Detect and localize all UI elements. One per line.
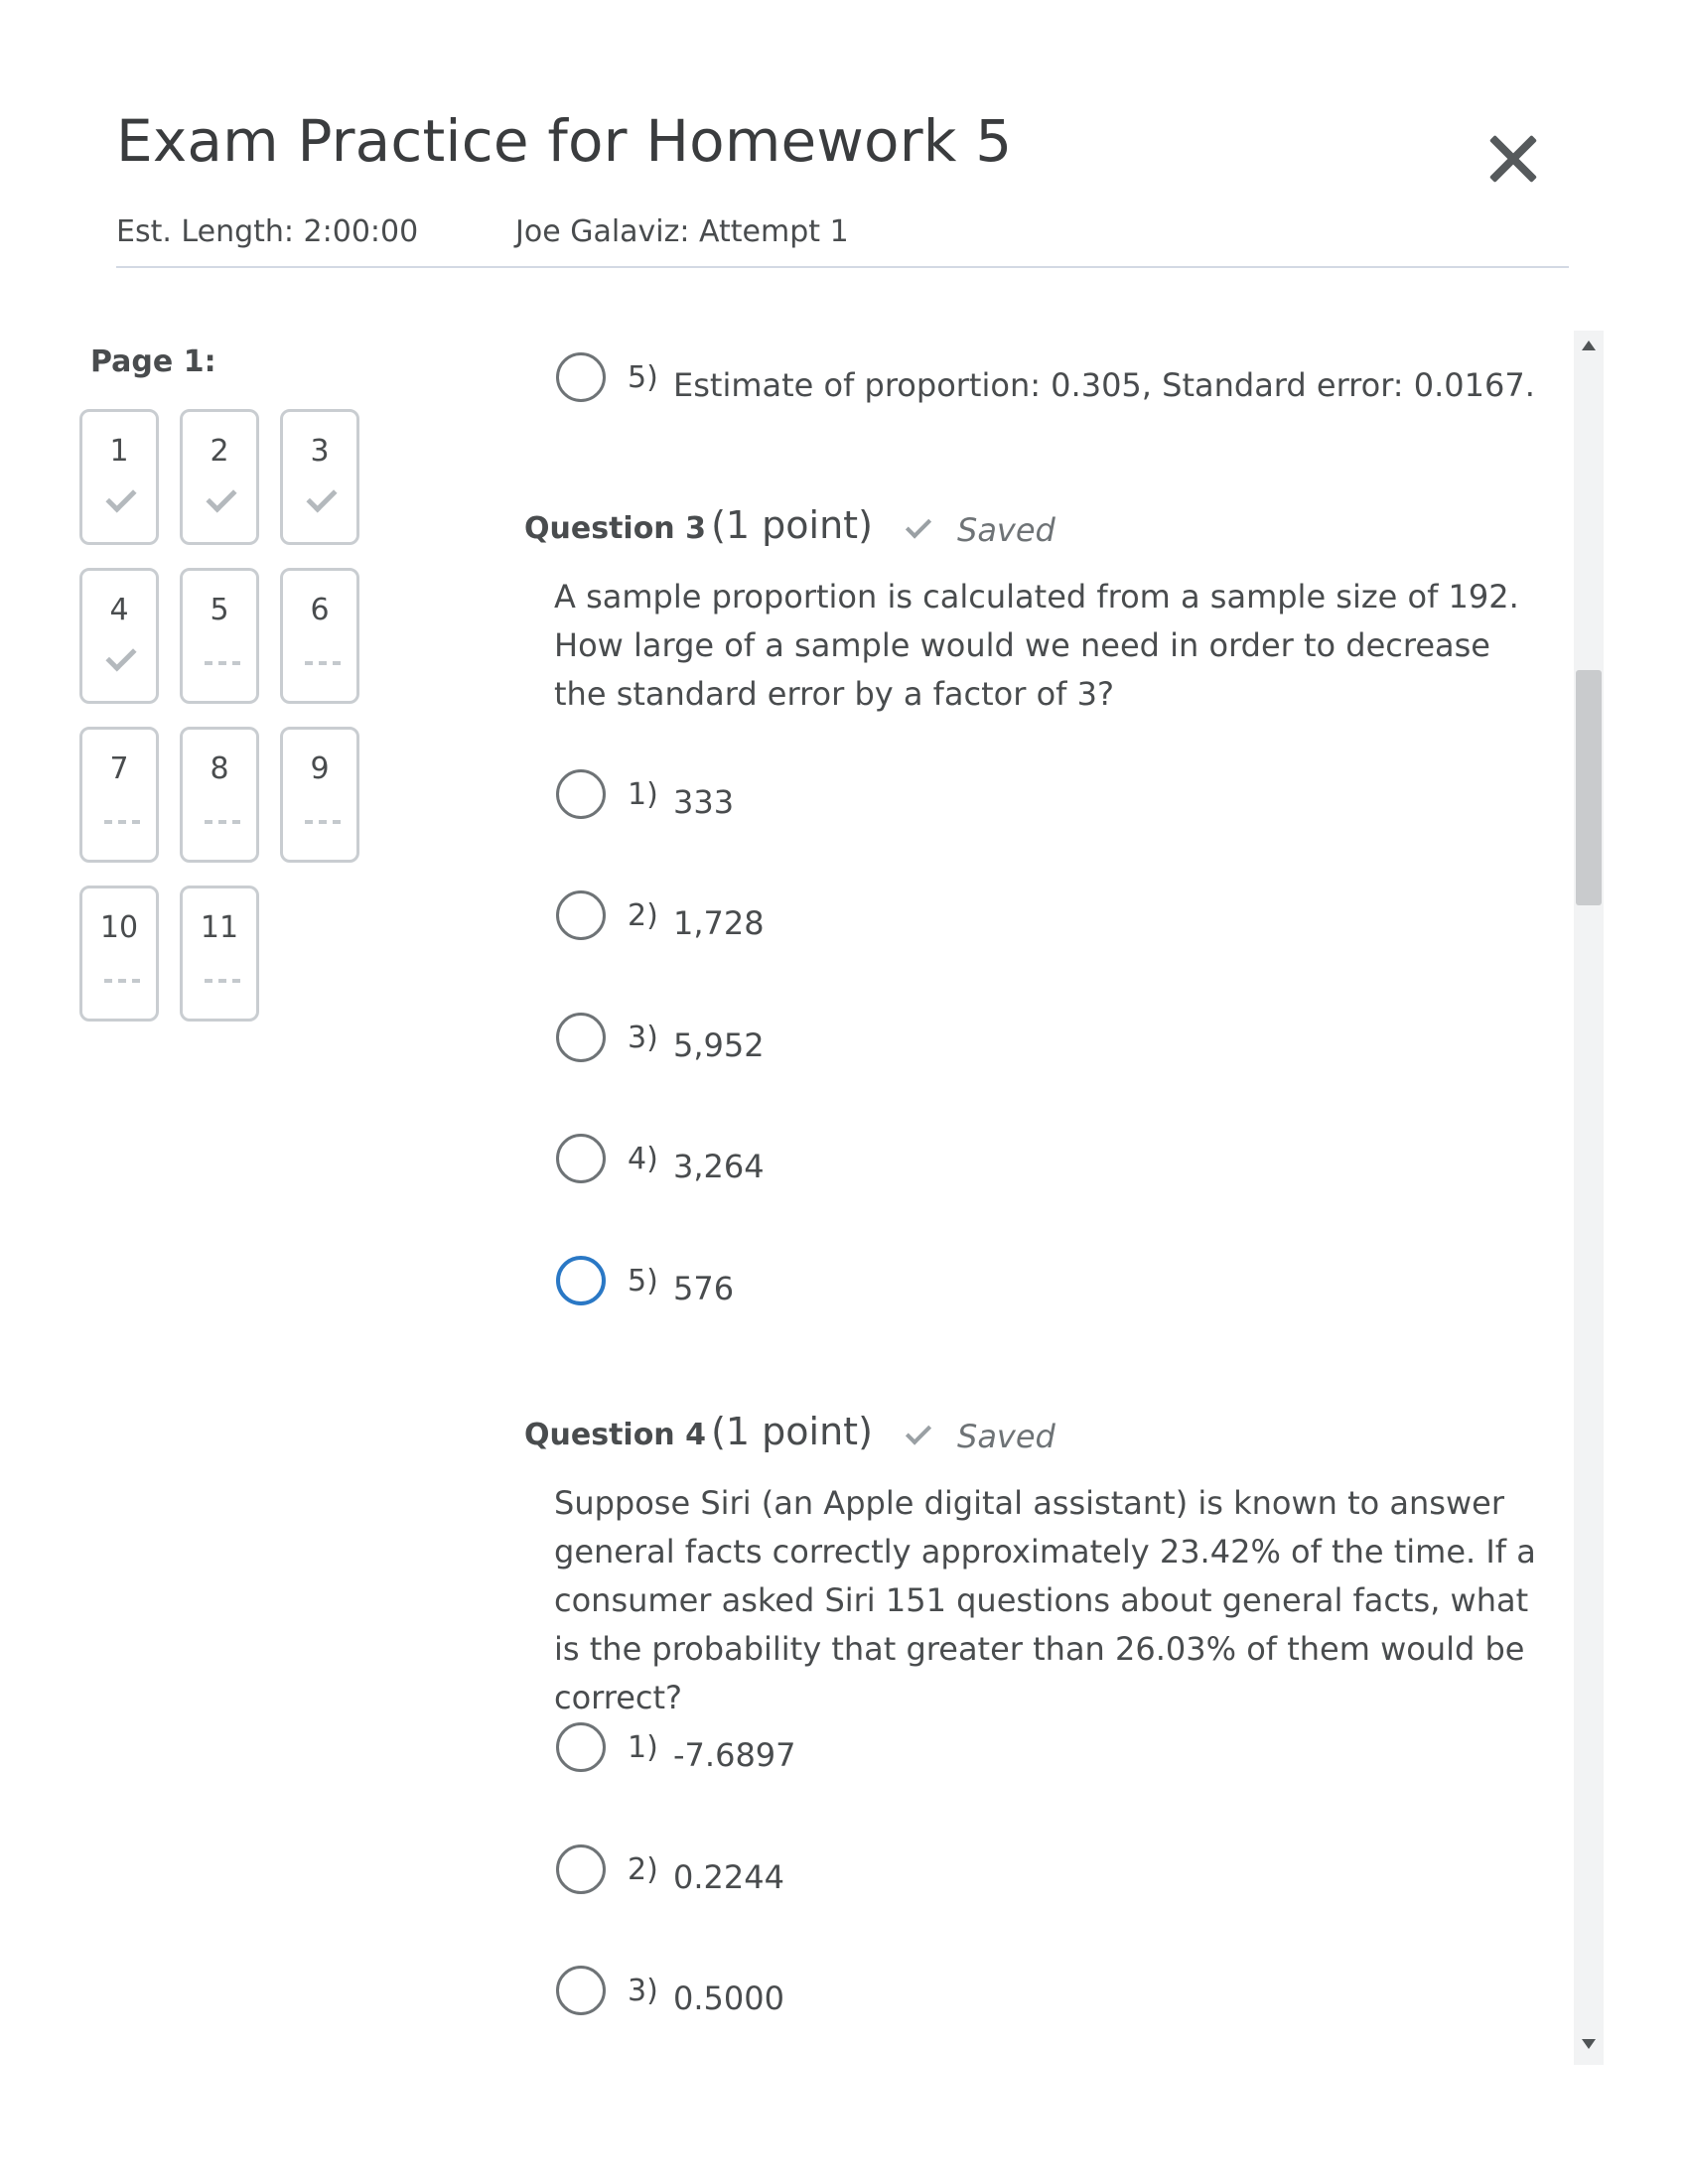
question-nav-9[interactable] (280, 727, 359, 863)
radio-button[interactable] (556, 352, 606, 402)
answer-option[interactable] (556, 769, 1549, 829)
question-nav-6[interactable] (280, 568, 359, 704)
option-text: 0.2244 (673, 1858, 784, 1896)
question-nav-number: 6 (310, 593, 330, 627)
saved-check-icon (906, 1419, 931, 1444)
option-text: -7.6897 (673, 1736, 796, 1774)
checkmark-icon (105, 481, 136, 512)
question-nav-number: 11 (200, 910, 239, 945)
answer-option[interactable] (556, 1966, 1549, 2025)
answer-option[interactable] (556, 890, 1549, 950)
question-header (524, 503, 1418, 553)
option-text: 1,728 (673, 904, 765, 942)
option-text: 3,264 (673, 1148, 765, 1185)
scrollbar-track[interactable] (1574, 331, 1604, 2065)
option-number: 1) (628, 777, 658, 812)
est-length: Est. Length: 2:00:00 (116, 214, 419, 249)
option-number: 4) (628, 1142, 658, 1176)
unanswered-dash-icon (305, 661, 341, 665)
unanswered-dash-icon (205, 979, 240, 983)
option-number: 2) (628, 898, 658, 933)
saved-status: Saved (957, 1418, 1055, 1455)
unanswered-dash-icon (104, 820, 140, 824)
option-number: 1) (628, 1730, 658, 1765)
checkmark-icon (306, 481, 337, 512)
option-text: 333 (673, 783, 735, 821)
radio-button[interactable] (556, 1966, 606, 2015)
answer-option[interactable] (556, 352, 1549, 412)
question-nav-number: 7 (109, 751, 129, 786)
question-nav-number: 1 (109, 434, 129, 469)
answer-option[interactable] (556, 1013, 1549, 1072)
scrollbar-thumb[interactable] (1576, 670, 1602, 905)
option-number: 2) (628, 1852, 658, 1887)
question-nav-5[interactable] (180, 568, 259, 704)
question-nav-number: 9 (310, 751, 330, 786)
question-nav-number: 3 (310, 434, 330, 469)
unanswered-dash-icon (205, 820, 240, 824)
question-nav-number: 2 (210, 434, 229, 469)
page-label: Page 1: (90, 344, 216, 379)
question-points: (1 point) (711, 1410, 873, 1453)
radio-button[interactable] (556, 1013, 606, 1062)
question-nav-number: 5 (210, 593, 229, 627)
saved-check-icon (906, 512, 931, 538)
option-text: Estimate of proportion: 0.305, Standard error: 0.0167. (673, 366, 1535, 404)
question-label: Question 4 (524, 1418, 706, 1452)
checkmark-icon (105, 640, 136, 671)
question-text: Suppose Siri (an Apple digital assistant) is known to answer general facts correctly approximately 23.42% of the time. If a consumer asked Siri 151 questions about general facts, what is the probability that greater than 26.03% of them would be correct? (554, 1484, 1536, 1716)
answer-option[interactable] (556, 1844, 1549, 1904)
radio-button[interactable] (556, 1134, 606, 1183)
radio-button-selected[interactable] (556, 1256, 606, 1305)
question-text: A sample proportion is calculated from a sample size of 192. How large of a sample would we need in order to decrease the standard error by a factor of 3? (554, 578, 1519, 713)
quiz-content (516, 328, 1569, 2065)
radio-button[interactable] (556, 890, 606, 940)
option-number: 5) (628, 360, 658, 395)
question-nav-8[interactable] (180, 727, 259, 863)
question-nav-2[interactable] (180, 409, 259, 545)
saved-status: Saved (957, 511, 1055, 549)
answer-option[interactable] (556, 1722, 1549, 1782)
question-nav-4[interactable] (79, 568, 159, 704)
question-nav-number: 10 (99, 910, 139, 945)
question-points: (1 point) (711, 503, 873, 547)
unanswered-dash-icon (104, 979, 140, 983)
option-text: 0.5000 (673, 1979, 784, 2017)
radio-button[interactable] (556, 1722, 606, 1772)
question-nav-11[interactable] (180, 886, 259, 1022)
radio-button[interactable] (556, 769, 606, 819)
question-nav-1[interactable] (79, 409, 159, 545)
unanswered-dash-icon (205, 661, 240, 665)
scroll-up-arrow-icon[interactable] (1582, 341, 1596, 350)
page-title: Exam Practice for Homework 5 (116, 107, 1013, 175)
attempt-info: Joe Galaviz: Attempt 1 (515, 214, 849, 249)
question-nav-number: 4 (109, 593, 129, 627)
option-number: 3) (628, 1021, 658, 1055)
unanswered-dash-icon (305, 820, 341, 824)
answer-option-selected[interactable] (556, 1256, 1549, 1315)
question-nav-number: 8 (210, 751, 229, 786)
answer-option[interactable] (556, 1134, 1549, 1193)
question-nav-10[interactable] (79, 886, 159, 1022)
option-number: 3) (628, 1974, 658, 2008)
question-nav-3[interactable] (280, 409, 359, 545)
scroll-down-arrow-icon[interactable] (1582, 2039, 1596, 2049)
checkmark-icon (206, 481, 236, 512)
option-text: 576 (673, 1270, 735, 1307)
header-divider (116, 266, 1569, 268)
radio-button[interactable] (556, 1844, 606, 1894)
question-nav-7[interactable] (79, 727, 159, 863)
close-icon[interactable] (1485, 131, 1541, 187)
question-header (524, 1410, 1418, 1459)
option-number: 5) (628, 1264, 658, 1298)
question-label: Question 3 (524, 511, 706, 546)
option-text: 5,952 (673, 1026, 765, 1064)
